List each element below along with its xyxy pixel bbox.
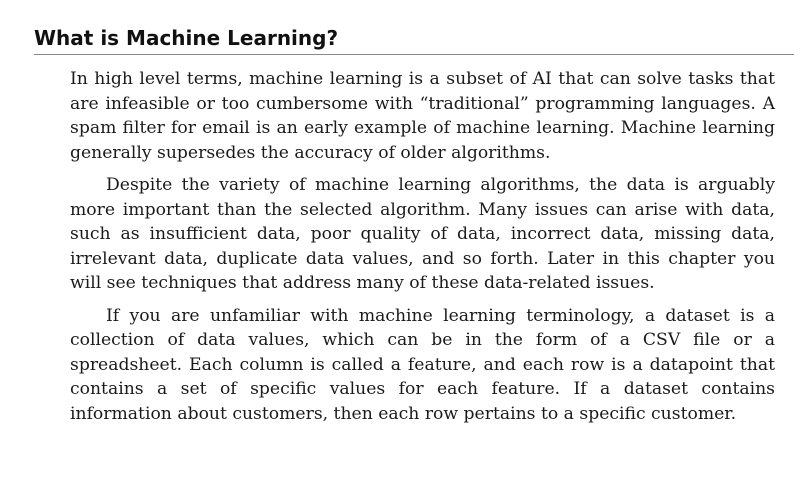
section-title: What is Machine Learning? <box>34 26 339 50</box>
body-text <box>70 67 775 434</box>
section-heading <box>34 24 794 55</box>
paragraph-intro: In high level terms, machine learning is a subset of AI that can solve tasks that are infeasible or too cumbersome with “traditional” programming languages. A spam filter for email is an early example of machine learning. Machine learning generally supersedes the accuracy of older algorithms. <box>70 69 775 163</box>
paragraph-data-issues: Despite the variety of machine learning algorithms, the data is arguably more important than the selected algorithm. Many issues can arise with data, such as insufficient data, poor quality of data, incorrect data, missing data, irrelevant data, duplicate data values, and so forth. Later in this chapter you will see techniques that address many of these data-related issues. <box>70 175 775 293</box>
paragraph-terminology: If you are unfamiliar with machine learning terminology, a dataset is a collection of data values, which can be in the form of a CSV file or a spreadsheet. Each column is called a feature, and each row is a datapoint that contains a set of specific values for each feature. If a dataset contains information about customers, then each row pertains to a specific customer. <box>70 305 775 424</box>
